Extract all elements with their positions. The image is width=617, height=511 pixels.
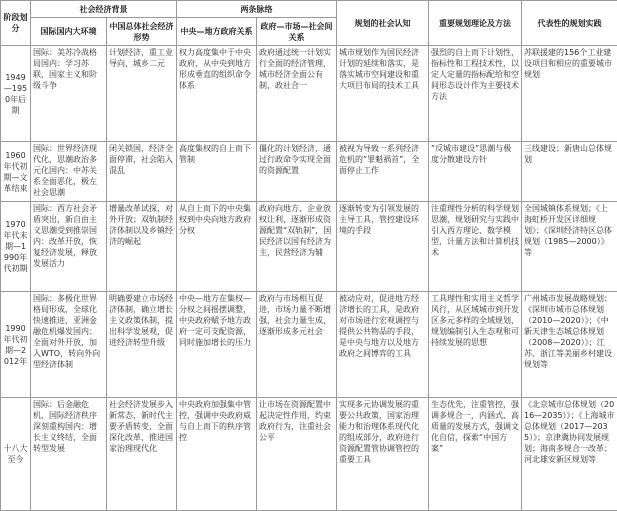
cell-practice: 苏联援建的156个工业建设项目和相应的重要城市规划 [522, 46, 617, 142]
table-row [1, 142, 617, 202]
table-row [1, 398, 617, 511]
header-govmarket: 政府—市场—社会间关系 [257, 18, 337, 46]
cell-cognition: 逐渐转变为引领发展的主导工具，管控建设环境的手段 [337, 202, 429, 292]
cell-intl: 国际：美苏冷战格局国内：学习苏联，国家主义和阶级斗争 [31, 46, 107, 142]
header-china: 中国总体社会经济形势 [107, 18, 177, 46]
cell-central: 从自上而下的中央集权到中央向地方政府分权 [177, 202, 257, 292]
cell-china: 计划经济，重工业导向，城乡二元 [107, 46, 177, 142]
cell-intl: 国际：西方社会矛盾突出，新自由主义思潮受到推崇国内：改革开放，恢复经济发展，释放发展活力 [31, 202, 107, 292]
table-row [1, 46, 617, 142]
cell-govmarket: 让市场在资源配置中起决定性作用，约束政府行为，注重社会公平 [257, 398, 337, 511]
cell-cognition: 被动应对，促进地方经济增长的工具，是政府对市场进行宏观调控与提供公共物品的手段，是中央与地方以及地方政府之间博弈的工具 [337, 292, 429, 398]
cell-china: 社会经济发展步入新常态，新时代主要矛盾转变，全面深化改革，推进国家治理现代化 [107, 398, 177, 511]
cell-central: 权力高度集中于中央政府，从中央到地方形成垂直的组织命令体系 [177, 46, 257, 142]
header-cognition: 规划的社会认知 [337, 1, 429, 46]
cell-theory: 强烈的自上而下计划性，指标性和工程技术性，以定人定量的指标配给和空间形态设计作为主要技术方法 [429, 46, 522, 142]
cell-period: 十八大至今 [1, 398, 31, 511]
cell-cognition: 城市规划作为国民经济计划的延续和落实，是落实城市空间建设和重大项目布局的技术工具 [337, 46, 429, 142]
cell-intl: 国际：后金融危机，国际经济秩序深刻重构国内：增长主义终结，全面转型发展 [31, 398, 107, 511]
cell-theory: 工具理性和实用主义哲学风行，从区域城市到开发区多元多样的全域规划，规划编制引入生态观和可持续发展的思想 [429, 292, 522, 398]
cell-govmarket: 政府通过统一计划实行全面的经济管理，城市经济全面公有制，政社合一 [257, 46, 337, 142]
cell-theory: 生态优先，注重管控，强调多规合一，内涵式、高质量的发展方式，强调文化自信，探索“中国方案” [429, 398, 522, 511]
cell-central: 中央—地方在集权—分权之间摇摆调整，中央政府赋予地方政府一定可支配资源，同时施加增长的压力 [177, 292, 257, 398]
cell-central: 中央政府加强集中管控，强调中央政府威与自上而下的秩序管控 [177, 398, 257, 511]
cell-theory: “反城市建设”思潮与极度分散建设方针 [429, 142, 522, 202]
cell-period: 1990年代初期—2012年 [1, 292, 31, 398]
header-practice: 代表性的规划实践 [522, 1, 617, 46]
table-row [1, 202, 617, 292]
cell-period: 1970年代末期—1990年代初期 [1, 202, 31, 292]
cell-cognition: 实现多元协调发展的重要公共政策，国家治理能力和治理体系现代化的组成部分，政府进行资源配置管协调管控的重要工具 [337, 398, 429, 511]
cell-practice: 三线建设；新唐山总体规划 [522, 142, 617, 202]
cell-cognition: 被视为导致一系列经济危机的“罪魁祸首”，全面停止工作 [337, 142, 429, 202]
cell-theory: 注重理性分析的科学规划思潮，规划研究与实践中引入西方理论、数学模型，计量方法和计算机技术 [429, 202, 522, 292]
cell-govmarket: 僵化的计划经济，通过行政命令实现全面的资源配置 [257, 142, 337, 202]
cell-govmarket: 政府向地方、企业放权让利，逐渐形成资源配置“双轨制”，国民经济以国有经济为主，民营经济为辅 [257, 202, 337, 292]
cell-period: 1949—1950年后期 [1, 46, 31, 142]
cell-china: 增量改革试探，对外开放；双轨制经济体制以及乡镇经济的崛起 [107, 202, 177, 292]
cell-govmarket: 政府与市场相互促进，市场力量不断增强，社会力量生成，逐渐形成多元社会 [257, 292, 337, 398]
header-intl: 国际国内大环境 [31, 18, 107, 46]
cell-central: 高度集权的自上而下管制 [177, 142, 257, 202]
table-row [1, 292, 617, 398]
cell-china: 闭关锁国，经济全面停滞，社会陷入混乱 [107, 142, 177, 202]
cell-china: 明确要建立市场经济体制，确立增长主义政策体制，提出科学发展观，促进经济转型升级 [107, 292, 177, 398]
cell-intl: 国际：多极化世界格局形成，全球化快速推进，亚洲金融危机爆发国内：全面对外开放，加入WTO，转向外向型经济体制 [31, 292, 107, 398]
cell-intl: 国际：世界经济现代化，思潮政治多元化国内：中苏关系全面恶化，极左社会思潮 [31, 142, 107, 202]
cell-period: 1960年代初期—文革结束 [1, 142, 31, 202]
header-group-social: 社会经济背景 [31, 1, 177, 18]
cell-practice: 广州城市发展战略规划；《深圳市城市总体规划（2010—2020）》；《中新天津生态城总体规划（2008—2020）》；江苏、浙江等美丽乡村建设规划等 [522, 292, 617, 398]
cell-practice: 全国城镇体系规划；《上海虹桥开发区详细规划》；《深圳经济特区总体规划（1985—2000）》等 [522, 202, 617, 292]
header-central: 中央—地方政府关系 [177, 18, 257, 46]
cell-practice: 《北京城市总体规划（2016—2035）》；《上海城市总体规划（2017—2035）》；京津冀协同发展规划；海南多规合一改革；河北雄安新区规划等 [522, 398, 617, 511]
header-stage: 阶段划分 [1, 1, 31, 46]
header-theory: 重要规划理论及方法 [429, 1, 522, 46]
header-group-relations: 两条脉络 [177, 1, 337, 18]
